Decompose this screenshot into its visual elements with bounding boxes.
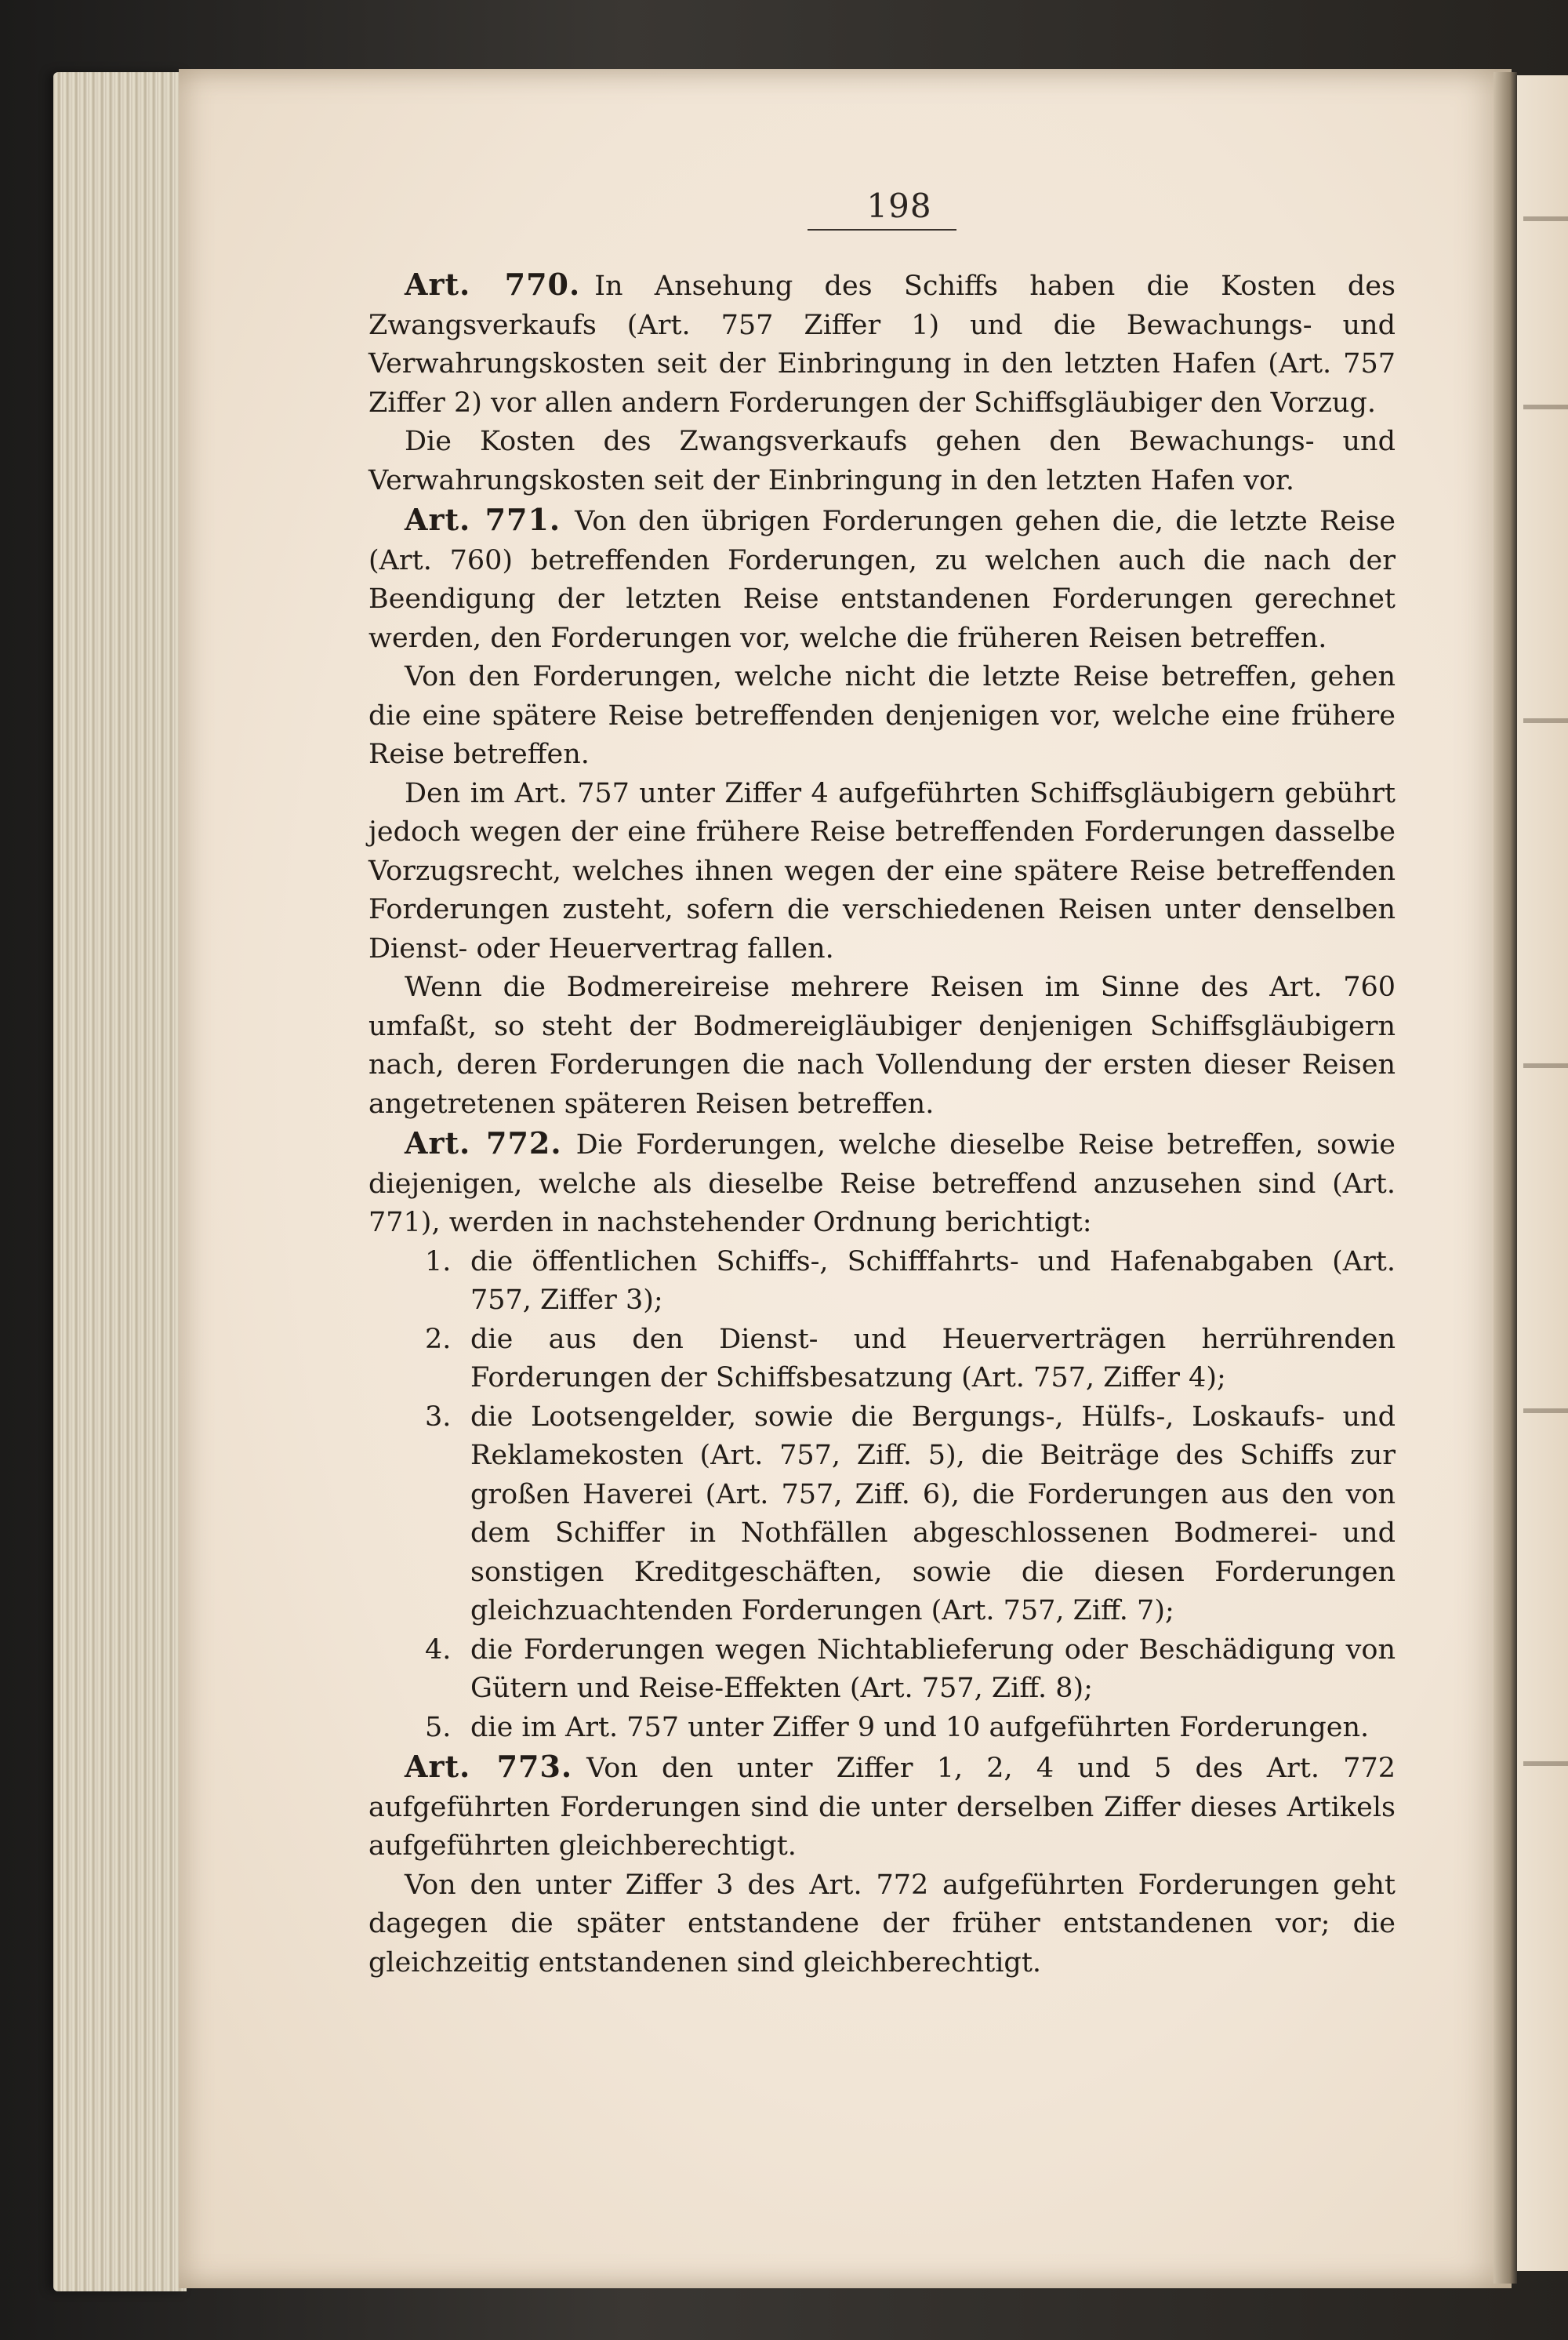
list-text: die aus den Dienst- und Heuerverträgen herrührenden Forderungen der Schiffsbesatzung (Art. 757, Ziffer 4);	[470, 1323, 1396, 1393]
paragraph-text: In Ansehung des Schiffs haben die Kosten des Zwangsverkaufs (Art. 757 Ziffer 1) und die Bewachungs- und Verwahrungskosten seit der Einbringung in den letzten Hafen (Art. 757 Ziffer 2) vor allen andern Forderungen der Schiffsgläubiger den Vorzug.	[368, 271, 1396, 419]
list-number: 4.	[425, 1633, 452, 1666]
page-number: 198	[866, 187, 932, 225]
list-item	[368, 1631, 1396, 1709]
list-item	[368, 1709, 1396, 1748]
art-770-paragraph-2: Die Kosten des Zwangsverkaufs gehen den Bewachungs- und Verwahrungskosten seit der Einbringung in den letzten Hafen vor.	[368, 426, 1396, 496]
list-number: 1.	[425, 1245, 452, 1277]
list-text: die im Art. 757 unter Ziffer 9 und 10 aufgeführten Forderungen.	[470, 1711, 1370, 1743]
list-number: 2.	[425, 1323, 452, 1355]
art-770-paragraph-1	[368, 265, 1396, 423]
art-773-paragraph-2: Von den unter Ziffer 3 des Art. 772 aufgeführten Forderungen geht dagegen die später entstandene der früher entstandenen vor; die gleichzeitig entstandenen sind gleichberechtigt.	[368, 1869, 1396, 1978]
adjacent-page-fragment	[1517, 75, 1568, 2271]
list-item	[368, 1398, 1396, 1631]
list-number: 3.	[425, 1401, 452, 1433]
art-771-paragraph-2: Von den Forderungen, welche nicht die letzte Reise betreffen, gehen die eine spätere Reise betreffenden denjenigen vor, welche eine frühere Reise betreffen.	[368, 661, 1396, 770]
list-number: 5.	[425, 1711, 452, 1743]
paragraph-text: Die Forderungen, welche dieselbe Reise betreffen, sowie diejenigen, welche als dieselbe Reise betreffend anzusehen sind (Art. 771), werden in nachstehender Ordnung berichtigt:	[368, 1129, 1396, 1238]
list-text: die Forderungen wegen Nichtablieferung oder Beschädigung von Gütern und Reise-Effekten (Art. 757, Ziff. 8);	[470, 1633, 1396, 1704]
article-label: Art. 773.	[405, 1749, 573, 1784]
art-771-paragraph-3: Den im Art. 757 unter Ziffer 4 aufgeführten Schiffsgläubigern gebührt jedoch wegen der eine frühere Reise betreffenden Forderungen dasselbe Vorzugsrecht, welches ihnen wegen der eine spätere Reise betreffenden Forderungen zusteht, sofern die verschiedenen Reisen unter denselben Dienst- oder Heuervertrag fallen.	[368, 777, 1396, 965]
art-772-priority-list	[368, 1243, 1396, 1748]
list-text: die Lootsengelder, sowie die Bergungs-, Hülfs-, Loskaufs- und Reklamekosten (Art. 757, Ziff. 5), die Beiträge des Schiffs zur großen Haverei (Art. 757, Ziff. 6), die Forderungen aus den von dem Schiffer in Nothfällen abgeschlossenen Bodmerei- und sonstigen Kreditgeschäften, sowie die diesen Forderungen gleichzuachtenden Forderungen (Art. 757, Ziff. 7);	[470, 1401, 1396, 1626]
book-gutter	[1494, 72, 1517, 2284]
art-771-paragraph-4: Wenn die Bodmereireise mehrere Reisen im Sinne des Art. 760 umfaßt, so steht der Bodmereigläubiger denjenigen Schiffsgläubigern nach, deren Forderungen die nach Vollendung der ersten dieser Reisen angetretenen späteren Reisen betreffen.	[368, 972, 1396, 1120]
art-771-paragraph-1	[368, 500, 1396, 658]
paragraph-text: Von den unter Ziffer 1, 2, 4 und 5 des Art. 772 aufgeführten Forderungen sind die unter derselben Ziffer dieses Artikels aufgeführten gleichberechtigt.	[368, 1753, 1396, 1862]
article-label: Art. 772.	[405, 1125, 562, 1161]
body-text	[368, 265, 1396, 1982]
article-label: Art. 770.	[405, 267, 581, 302]
book-page-edges	[53, 72, 187, 2291]
list-item	[368, 1321, 1396, 1398]
page-number-rule	[808, 229, 956, 231]
paragraph-text: Von den übrigen Forderungen gehen die, die letzte Reise (Art. 760) betreffenden Forderungen, zu welchen auch die nach der Beendigung der letzten Reise entstandenen Forderungen gerechnet werden, den Forderungen vor, welche die früheren Reisen betreffen.	[368, 506, 1396, 654]
list-text: die öffentlichen Schiffs-, Schifffahrts- und Hafenabgaben (Art. 757, Ziffer 3);	[470, 1245, 1396, 1316]
art-773-paragraph-1	[368, 1747, 1396, 1866]
article-label: Art. 771.	[405, 502, 561, 537]
list-item	[368, 1243, 1396, 1321]
art-772-paragraph-1	[368, 1124, 1396, 1243]
